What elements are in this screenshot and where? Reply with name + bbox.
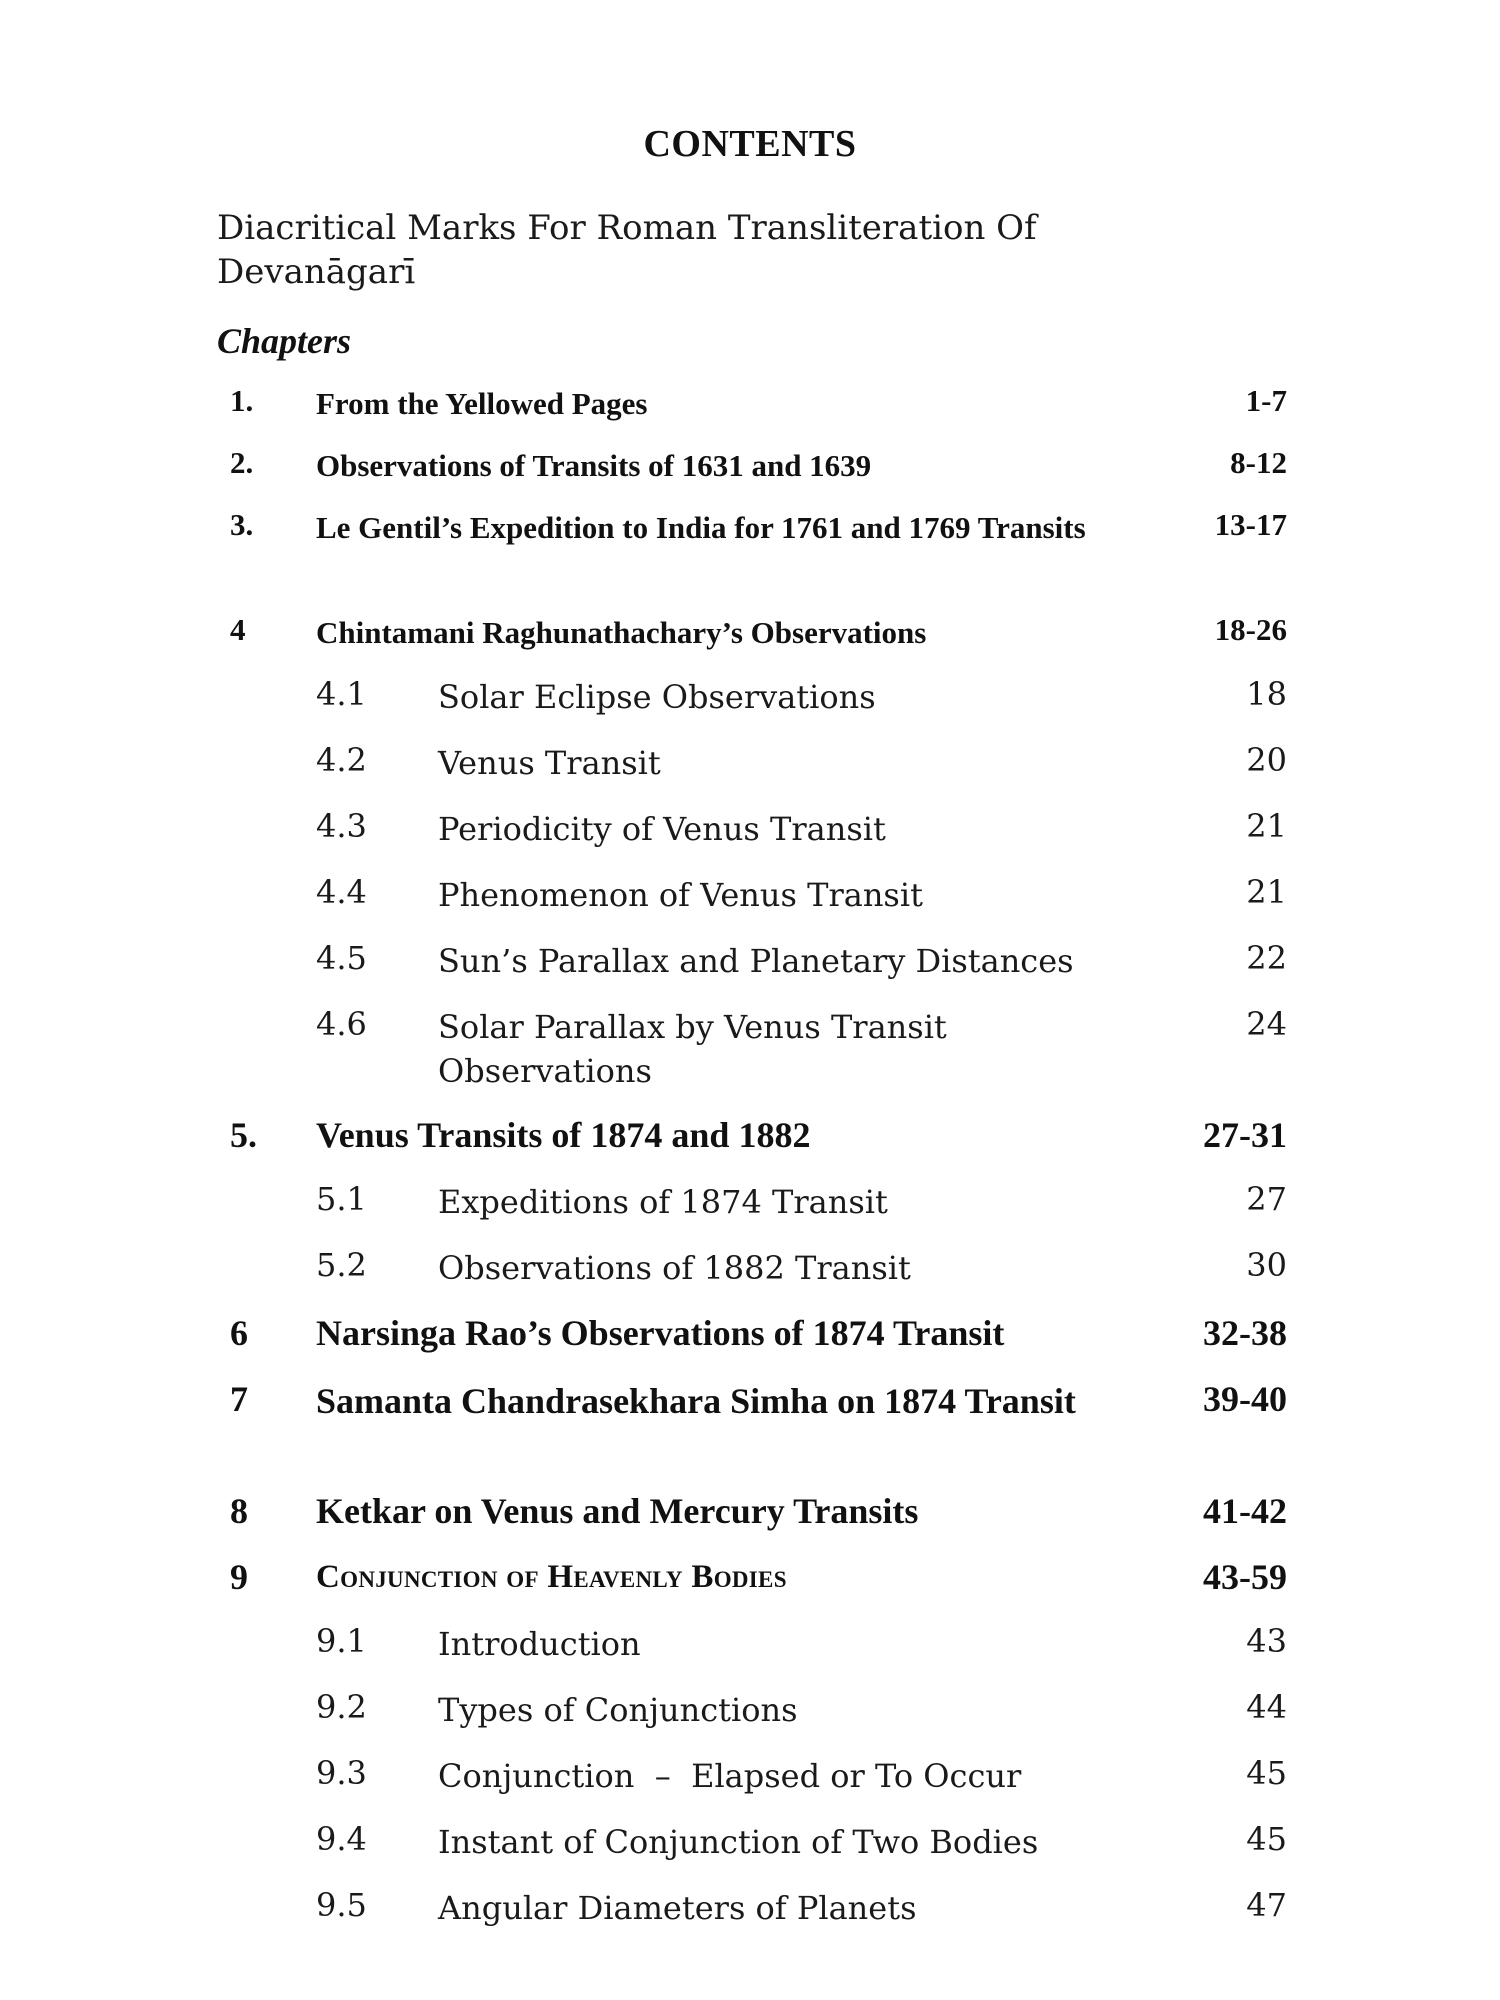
chapter-number: 9 (230, 1557, 248, 1597)
page-title: CONTENTS (643, 123, 857, 165)
section-page: 21 (1246, 873, 1287, 911)
section-page: 47 (1246, 1886, 1287, 1924)
section-title: Conjunction – Elapsed or To Occur (438, 1757, 1022, 1795)
section-number: 4.1 (316, 675, 367, 713)
section-title: Phenomenon of Venus Transit (438, 876, 923, 914)
section-number: 9.5 (316, 1886, 367, 1924)
chapter-title: Chintamani Raghunathachary’s Observations (316, 615, 927, 650)
section-number: 9.3 (316, 1754, 367, 1792)
chapters-heading: Chapters (217, 321, 352, 361)
chapter-pages: 8-12 (1230, 445, 1287, 480)
section-page: 44 (1246, 1688, 1287, 1726)
section-title: Angular Diameters of Planets (438, 1889, 917, 1927)
section-title: Types of Conjunctions (438, 1691, 798, 1729)
chapter-number: 4 (230, 612, 246, 647)
chapter-pages: 18-26 (1214, 612, 1287, 647)
section-title: Instant of Conjunction of Two Bodies (438, 1823, 1039, 1861)
chapter-title: Conjunction of Heavenly Bodies (316, 1559, 787, 1595)
section-number: 9.4 (316, 1820, 367, 1858)
section-page: 22 (1246, 939, 1287, 977)
chapter-title: Samanta Chandrasekhara Simha on 1874 Transit (316, 1381, 1076, 1421)
chapter-title: Venus Transits of 1874 and 1882 (316, 1115, 811, 1155)
section-page: 18 (1246, 675, 1287, 713)
section-page: 24 (1246, 1005, 1287, 1043)
section-number: 4.2 (316, 741, 367, 779)
section-number: 5.1 (316, 1180, 367, 1218)
section-page: 43 (1246, 1622, 1287, 1660)
section-number: 9.2 (316, 1688, 367, 1726)
chapter-number: 5. (230, 1115, 257, 1155)
chapter-number: 6 (230, 1313, 248, 1353)
section-page: 20 (1246, 741, 1287, 779)
chapter-pages: 27-31 (1203, 1115, 1287, 1155)
section-title: Observations of 1882 Transit (438, 1249, 911, 1287)
section-number: 4.5 (316, 939, 367, 977)
chapter-pages: 32-38 (1203, 1313, 1287, 1353)
chapter-number: 3. (230, 507, 254, 542)
section-number: 4.6 (316, 1005, 367, 1043)
chapter-title: Narsinga Rao’s Observations of 1874 Transit (316, 1313, 1005, 1353)
section-title: Sun’s Parallax and Planetary Distances (438, 942, 1074, 980)
chapter-pages: 39-40 (1203, 1379, 1287, 1419)
section-title: Venus Transit (438, 744, 661, 782)
section-number: 5.2 (316, 1246, 367, 1284)
chapter-title: Ketkar on Venus and Mercury Transits (316, 1491, 919, 1531)
section-title: Solar Parallax by Venus Transit Observations (438, 1008, 947, 1090)
section-title: Periodicity of Venus Transit (438, 810, 886, 848)
intro-entry: Diacritical Marks For Roman Transliteration Of Devanāgarī (217, 208, 1037, 292)
section-number: 4.4 (316, 873, 367, 911)
chapter-number: 1. (230, 383, 254, 418)
chapter-number: 7 (230, 1379, 248, 1419)
chapter-title: Observations of Transits of 1631 and 1639 (316, 448, 872, 483)
chapter-title: From the Yellowed Pages (316, 386, 648, 421)
chapter-pages: 13-17 (1214, 507, 1287, 542)
chapter-title: Le Gentil’s Expedition to India for 1761 and 1769 Transits (316, 510, 1086, 545)
section-title: Solar Eclipse Observations (438, 678, 876, 716)
section-title: Introduction (438, 1625, 641, 1663)
section-page: 21 (1246, 807, 1287, 845)
section-title: Expeditions of 1874 Transit (438, 1183, 888, 1221)
section-page: 45 (1246, 1754, 1287, 1792)
section-page: 45 (1246, 1820, 1287, 1858)
chapter-number: 2. (230, 445, 254, 480)
section-page: 30 (1246, 1246, 1287, 1284)
chapter-pages: 43-59 (1203, 1557, 1287, 1597)
chapter-pages: 1-7 (1245, 383, 1287, 418)
section-number: 4.3 (316, 807, 367, 845)
chapter-pages: 41-42 (1203, 1491, 1287, 1531)
section-number: 9.1 (316, 1622, 367, 1660)
section-page: 27 (1246, 1180, 1287, 1218)
chapter-number: 8 (230, 1491, 248, 1531)
